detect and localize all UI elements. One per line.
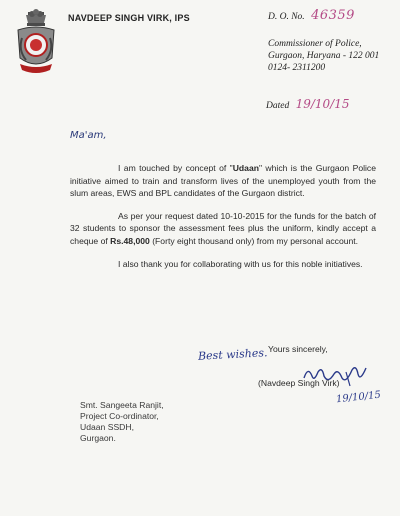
paragraph — [70, 162, 376, 200]
recipient-line: Udaan SSDH, — [80, 422, 134, 432]
recipient-line: Smt. Sangeeta Ranjit, — [80, 400, 164, 410]
highlight-text: Udaan — [232, 163, 259, 173]
paragraph-text: I am touched by concept of " — [118, 163, 233, 173]
office-line: Gurgaon, Haryana - 122 001 — [268, 51, 380, 61]
paragraph-text: " which is the Gurgaon Police initiative aimed to train and transform lives of the unemployed youth from the slum areas, EWS and BPL candidates of the Gurgaon district. — [70, 163, 376, 199]
dated-label: Dated — [266, 101, 290, 111]
highlight-text: Rs.48,000 — [110, 235, 150, 246]
paragraph-text: As per your request dated 10-10-2015 for the funds for the batch of 32 students to sponsor the assessment fees plus the uniform, kindly accept a cheque of — [70, 210, 376, 246]
best-wishes-handwritten: Best wishes. — [197, 346, 268, 363]
sender-name: NAVDEEP SINGH VIRK, IPS — [68, 13, 190, 23]
salutation: Ma'am, — [70, 130, 107, 141]
paragraph-text: (Forty eight thousand only) from my personal account. — [149, 235, 359, 246]
do-number-value: 46359 — [311, 8, 355, 23]
recipient-line: Gurgaon. — [80, 433, 116, 443]
recipient-block — [80, 400, 164, 444]
dated-value: 19/10/15 — [295, 97, 350, 111]
do-number-line — [268, 10, 355, 23]
closing: Yours sincerely, — [268, 344, 328, 354]
recipient-line: Project Co-ordinator, — [80, 411, 159, 421]
signature-date: 19/10/15 — [335, 389, 382, 406]
paragraph — [70, 258, 376, 271]
signer-name: (Navdeep Singh Virk) — [258, 378, 340, 388]
office-address — [268, 38, 379, 74]
dated-line — [266, 98, 350, 112]
do-number-label: D. O. No. — [268, 12, 305, 22]
office-line: Commissioner of Police, — [268, 39, 362, 49]
paragraph-text: I also thank you for collaborating with us for this noble initiatives. — [118, 258, 363, 269]
paragraph — [70, 210, 376, 248]
haryana-police-emblem-icon — [8, 8, 64, 88]
office-line: 0124- 2311200 — [268, 63, 326, 73]
letter-body — [70, 162, 376, 280]
